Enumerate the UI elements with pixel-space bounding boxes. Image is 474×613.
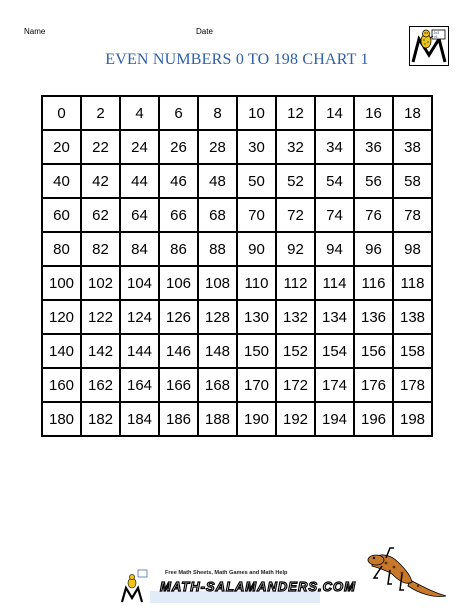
grid-cell: 168: [199, 369, 238, 403]
grid-cell: 68: [199, 199, 238, 233]
grid-cell: 58: [394, 165, 433, 199]
grid-cell: 86: [160, 233, 199, 267]
grid-cell: 136: [355, 301, 394, 335]
number-chart-grid: [41, 95, 433, 437]
grid-cell: 162: [82, 369, 121, 403]
grid-cell: 0: [43, 97, 82, 131]
grid-cell: 176: [355, 369, 394, 403]
grid-cell: 16: [355, 97, 394, 131]
grid-cell: 38: [394, 131, 433, 165]
grid-cell: 124: [121, 301, 160, 335]
grid-cell: 78: [394, 199, 433, 233]
grid-cell: 126: [160, 301, 199, 335]
grid-cell: 54: [316, 165, 355, 199]
grid-cell: 182: [82, 403, 121, 437]
grid-cell: 62: [82, 199, 121, 233]
grid-cell: 26: [160, 131, 199, 165]
grid-cell: 180: [43, 403, 82, 437]
grid-cell: 108: [199, 267, 238, 301]
footer-brand: MATH-SALAMANDERS.COM: [160, 579, 356, 594]
grid-cell: 166: [160, 369, 199, 403]
grid-cell: 134: [316, 301, 355, 335]
grid-cell: 160: [43, 369, 82, 403]
grid-cell: 72: [277, 199, 316, 233]
grid-cell: 34: [316, 131, 355, 165]
grid-cell: 164: [121, 369, 160, 403]
page-title: EVEN NUMBERS 0 TO 198 CHART 1: [105, 51, 369, 68]
date-label: Date: [196, 27, 213, 36]
grid-cell: 46: [160, 165, 199, 199]
grid-cell: 196: [355, 403, 394, 437]
grid-cell: 40: [43, 165, 82, 199]
footer-tagline: Free Math Sheets, Math Games and Math Help: [165, 570, 288, 576]
grid-cell: 142: [82, 335, 121, 369]
grid-cell: 56: [355, 165, 394, 199]
grid-cell: 104: [121, 267, 160, 301]
grid-cell: 194: [316, 403, 355, 437]
grid-cell: 30: [238, 131, 277, 165]
salamander-icon: [366, 540, 448, 604]
grid-cell: 158: [394, 335, 433, 369]
grid-cell: 66: [160, 199, 199, 233]
grid-cell: 64: [121, 199, 160, 233]
grid-cell: 52: [277, 165, 316, 199]
grid-cell: 114: [316, 267, 355, 301]
grid-cell: 154: [316, 335, 355, 369]
grid-cell: 152: [277, 335, 316, 369]
grid-cell: 106: [160, 267, 199, 301]
grid-cell: 92: [277, 233, 316, 267]
grid-cell: 190: [238, 403, 277, 437]
grid-cell: 90: [238, 233, 277, 267]
grid-cell: 100: [43, 267, 82, 301]
grid-cell: 32: [277, 131, 316, 165]
grid-cell: 42: [82, 165, 121, 199]
grid-cell: 198: [394, 403, 433, 437]
grid-cell: 24: [121, 131, 160, 165]
grid-cell: 22: [82, 131, 121, 165]
grid-cell: 118: [394, 267, 433, 301]
grid-cell: 28: [199, 131, 238, 165]
grid-cell: 80: [43, 233, 82, 267]
grid-cell: 88: [199, 233, 238, 267]
grid-cell: 102: [82, 267, 121, 301]
grid-cell: 76: [355, 199, 394, 233]
grid-cell: 144: [121, 335, 160, 369]
grid-cell: 112: [277, 267, 316, 301]
grid-cell: 188: [199, 403, 238, 437]
grid-cell: 96: [355, 233, 394, 267]
grid-cell: 184: [121, 403, 160, 437]
grid-cell: 94: [316, 233, 355, 267]
grid-cell: 12: [277, 97, 316, 131]
grid-cell: 148: [199, 335, 238, 369]
grid-cell: 82: [82, 233, 121, 267]
grid-cell: 70: [238, 199, 277, 233]
grid-cell: 116: [355, 267, 394, 301]
grid-cell: 172: [277, 369, 316, 403]
grid-cell: 98: [394, 233, 433, 267]
grid-cell: 132: [277, 301, 316, 335]
grid-cell: 14: [316, 97, 355, 131]
svg-text:2x3: 2x3: [433, 31, 439, 35]
grid-cell: 18: [394, 97, 433, 131]
grid-cell: 178: [394, 369, 433, 403]
grid-cell: 138: [394, 301, 433, 335]
grid-cell: 150: [238, 335, 277, 369]
grid-cell: 8: [199, 97, 238, 131]
grid-cell: 6: [160, 97, 199, 131]
grid-cell: 84: [121, 233, 160, 267]
grid-cell: 120: [43, 301, 82, 335]
grid-cell: 128: [199, 301, 238, 335]
grid-cell: 192: [277, 403, 316, 437]
grid-cell: 2: [82, 97, 121, 131]
grid-cell: 50: [238, 165, 277, 199]
svg-text:=6: =6: [433, 35, 438, 39]
name-label: Name: [24, 27, 46, 36]
grid-cell: 74: [316, 199, 355, 233]
grid-cell: 110: [238, 267, 277, 301]
grid-cell: 156: [355, 335, 394, 369]
grid-cell: 4: [121, 97, 160, 131]
grid-cell: 146: [160, 335, 199, 369]
grid-cell: 140: [43, 335, 82, 369]
grid-cell: 36: [355, 131, 394, 165]
grid-cell: 130: [238, 301, 277, 335]
grid-cell: 10: [238, 97, 277, 131]
grid-cell: 60: [43, 199, 82, 233]
grid-cell: 186: [160, 403, 199, 437]
grid-cell: 122: [82, 301, 121, 335]
grid-cell: 20: [43, 131, 82, 165]
grid-cell: 48: [199, 165, 238, 199]
grid-cell: 44: [121, 165, 160, 199]
grid-cell: 174: [316, 369, 355, 403]
grid-cell: 170: [238, 369, 277, 403]
